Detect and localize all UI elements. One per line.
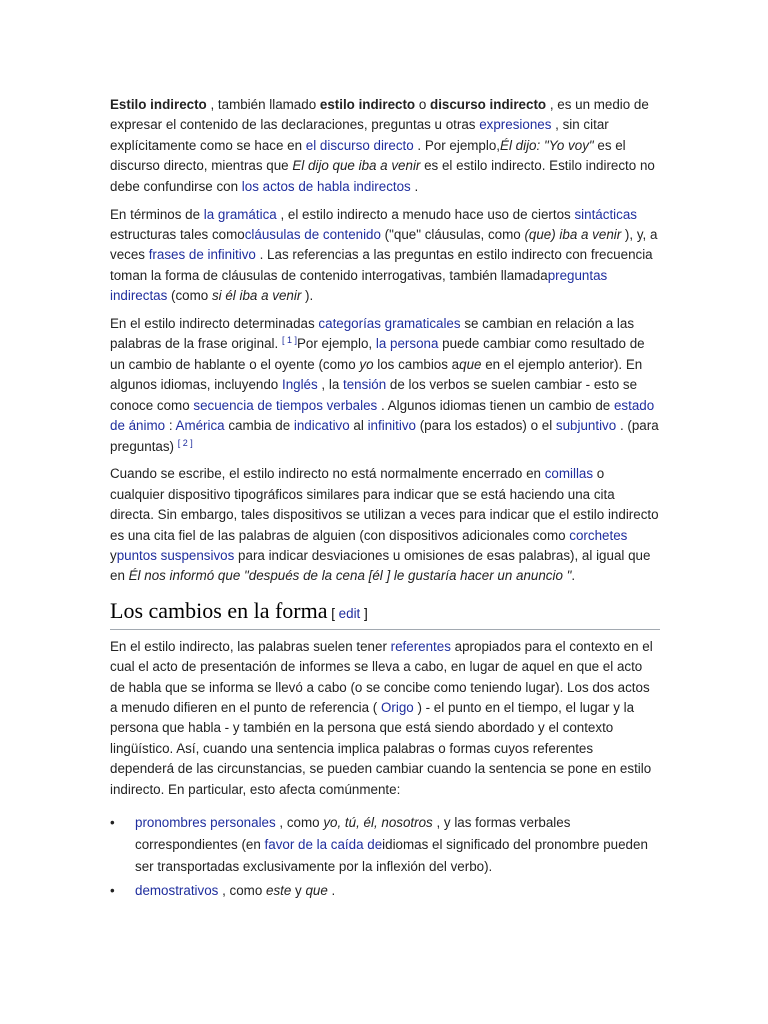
reference-2[interactable]: [ 2 ] bbox=[177, 437, 193, 448]
text: al bbox=[349, 418, 368, 434]
text: ) - el punto en el tiempo, el lugar y la persona que habla - y también en la persona que está siendo abordado y el contexto lingüístico. Así, cuando una sentencia implica palabras o formas cuyos referentes dependerá de las circunstancias, se pueden cambiar cuando la sentencia se pone en estilo indirecto. En particular, esto afecta comúnmente: bbox=[110, 700, 652, 797]
text: cambia de bbox=[224, 418, 294, 434]
bullet-list bbox=[110, 812, 660, 902]
section-title: Los cambios en la forma bbox=[110, 597, 328, 623]
link-preguntas-indirectas[interactable]: preguntas indirectas bbox=[110, 267, 608, 304]
example-italic: si él iba a venir bbox=[211, 288, 302, 304]
text: y bbox=[291, 883, 306, 899]
example-italic: Él dijo: "Yo voy" bbox=[500, 137, 594, 153]
text: Por ejemplo, bbox=[296, 336, 376, 352]
text: y bbox=[110, 548, 117, 564]
section-heading bbox=[110, 597, 660, 630]
link-actos-habla-indirectos[interactable]: los actos de habla indirectos bbox=[241, 178, 411, 194]
text: En términos de bbox=[110, 206, 204, 222]
text: de los verbos se suelen cambiar - esto se conoce como bbox=[110, 377, 638, 413]
link-infinitivo[interactable]: infinitivo bbox=[367, 418, 416, 434]
example-italic: El dijo que iba a venir bbox=[292, 158, 421, 174]
link-comillas[interactable]: comillas bbox=[544, 466, 594, 482]
text: o cualquier dispositivo tipográficos similares para indicar que se está haciendo una cita directa. Sin embargo, tales dispositivos se utilizan a veces para indicar que el estilo indirecto es una cita fiel de las palabras de alguien (con dispositivos adicionales como bbox=[110, 466, 659, 543]
text: estructuras tales como bbox=[110, 226, 245, 242]
text: Cuando se escribe, el estilo indirecto no está normalmente encerrado en bbox=[110, 466, 545, 482]
paragraph-referents bbox=[110, 637, 660, 800]
link-secuencia-tiempos[interactable]: secuencia de tiempos verbales bbox=[193, 397, 378, 413]
text: . Algunos idiomas tienen un cambio de bbox=[377, 397, 614, 413]
link-frases-infinitivo[interactable]: frases de infinitivo bbox=[148, 247, 256, 263]
text: . Por ejemplo, bbox=[413, 137, 501, 153]
link-caida-pronombre[interactable]: favor de la caída de bbox=[264, 837, 383, 853]
text: , el estilo indirecto a menudo hace uso de ciertos bbox=[276, 206, 575, 222]
text: , la bbox=[317, 377, 344, 393]
text: es el estilo indirecto. Estilo indirecto no debe confundirse con bbox=[110, 158, 655, 194]
link-pronombres-personales[interactable]: pronombres personales bbox=[135, 815, 276, 831]
term-bold: estilo indirecto bbox=[319, 97, 416, 112]
edit-section bbox=[328, 606, 368, 621]
link-discurso-directo[interactable]: el discurso directo bbox=[305, 137, 414, 153]
text: . Las referencias a las preguntas en estilo indirecto con frecuencia toman la forma de cláusulas de contenido interrogativas, también llamada bbox=[110, 247, 653, 283]
text: idiomas el significado del pronombre pueden ser transportadas exclusivamente por la inflexión del verbo). bbox=[135, 837, 648, 875]
link-expresiones[interactable]: expresiones bbox=[479, 117, 552, 133]
text: es el discurso directo, mientras que bbox=[110, 137, 626, 174]
example-italic: este bbox=[266, 883, 292, 899]
link-tension[interactable]: tensión bbox=[343, 377, 387, 393]
bracket: [ bbox=[327, 605, 339, 621]
link-gramatica[interactable]: la gramática bbox=[203, 206, 277, 222]
example-italic: yo, tú, él, nosotros bbox=[323, 815, 433, 831]
text: . bbox=[327, 883, 336, 899]
text: , es un medio de expresar el contenido de las declaraciones, preguntas u otras bbox=[110, 97, 649, 133]
link-la-persona[interactable]: la persona bbox=[375, 336, 439, 352]
example-italic: yo bbox=[359, 356, 374, 372]
bracket: ] bbox=[360, 605, 368, 621]
text: En el estilo indirecto, las palabras suelen tener bbox=[110, 638, 391, 654]
text: (como bbox=[167, 288, 212, 304]
text: se cambian en relación a las palabras de la frase original. bbox=[110, 316, 635, 352]
text: ). bbox=[301, 288, 314, 304]
text: . bbox=[410, 178, 419, 194]
text: ), y, a veces bbox=[110, 226, 658, 263]
link-ingles[interactable]: Inglés bbox=[281, 377, 318, 393]
link-clausulas-contenido[interactable]: cláusulas de contenido bbox=[244, 226, 381, 242]
link-categorias-gramaticales[interactable]: categorías gramaticales bbox=[318, 316, 461, 332]
link-subjuntivo[interactable]: subjuntivo bbox=[555, 418, 617, 434]
text: ("que" cláusulas, como bbox=[380, 226, 525, 242]
paragraph-intro bbox=[110, 95, 660, 197]
article-body bbox=[110, 95, 660, 904]
list-item bbox=[110, 880, 660, 902]
link-referentes[interactable]: referentes bbox=[390, 638, 451, 654]
text: , como bbox=[218, 883, 266, 899]
text: En el estilo indirecto determinadas bbox=[110, 316, 319, 332]
link-america[interactable]: América bbox=[175, 418, 225, 434]
reference-1[interactable]: [ 1 ] bbox=[281, 335, 297, 346]
link-estado-animo[interactable]: estado de ánimo bbox=[110, 397, 655, 434]
link-origo[interactable]: Origo bbox=[380, 700, 414, 716]
text: apropiados para el contexto en el cual el acto de presentación de informes se lleva a cabo, en lugar de aquel en que el acto de habla que se informa se llevó a cabo (o se concibe como teniendo lugar). Los dos actos a menudo difieren en el punto de referencia ( bbox=[110, 638, 653, 716]
example-italic: Él nos informó que "después de la cena [él ] le gustaría hacer un anuncio " bbox=[128, 568, 572, 584]
link-demostrativos[interactable]: demostrativos bbox=[135, 883, 219, 899]
paragraph-writing bbox=[110, 464, 660, 586]
text: : bbox=[165, 418, 176, 434]
link-sintacticas[interactable]: sintácticas bbox=[574, 206, 637, 222]
text: en el ejemplo anterior). En algunos idiomas, incluyendo bbox=[110, 356, 643, 393]
term-bold: discurso indirecto bbox=[430, 97, 547, 112]
text: . bbox=[571, 568, 576, 584]
text: , sin citar explícitamente como se hace en bbox=[110, 117, 609, 153]
edit-link[interactable]: edit bbox=[338, 605, 361, 621]
text: puede cambiar como resultado de un cambio de hablante o el oyente (como bbox=[110, 336, 645, 372]
link-corchetes[interactable]: corchetes bbox=[569, 527, 628, 543]
link-indicativo[interactable]: indicativo bbox=[293, 418, 350, 434]
link-puntos-suspensivos[interactable]: puntos suspensivos bbox=[116, 548, 235, 564]
text: , también llamado bbox=[206, 97, 320, 112]
text: , y las formas verbales correspondientes (en bbox=[135, 815, 571, 853]
text: o bbox=[415, 97, 431, 112]
text: , como bbox=[275, 815, 324, 831]
example-italic: que bbox=[305, 883, 328, 899]
text: (para los estados) o el bbox=[415, 418, 556, 434]
example-italic: que bbox=[459, 356, 482, 372]
example-italic: (que) iba a venir bbox=[524, 226, 622, 242]
text: para indicar desviaciones u omisiones de esas palabras), al igual que en bbox=[110, 548, 651, 584]
paragraph-categories bbox=[110, 314, 660, 457]
text: los cambios a bbox=[373, 356, 460, 372]
list-item bbox=[110, 812, 660, 878]
paragraph-grammar bbox=[110, 205, 660, 307]
term-bold: Estilo indirecto bbox=[110, 97, 207, 112]
text: . (para preguntas) bbox=[110, 418, 659, 454]
